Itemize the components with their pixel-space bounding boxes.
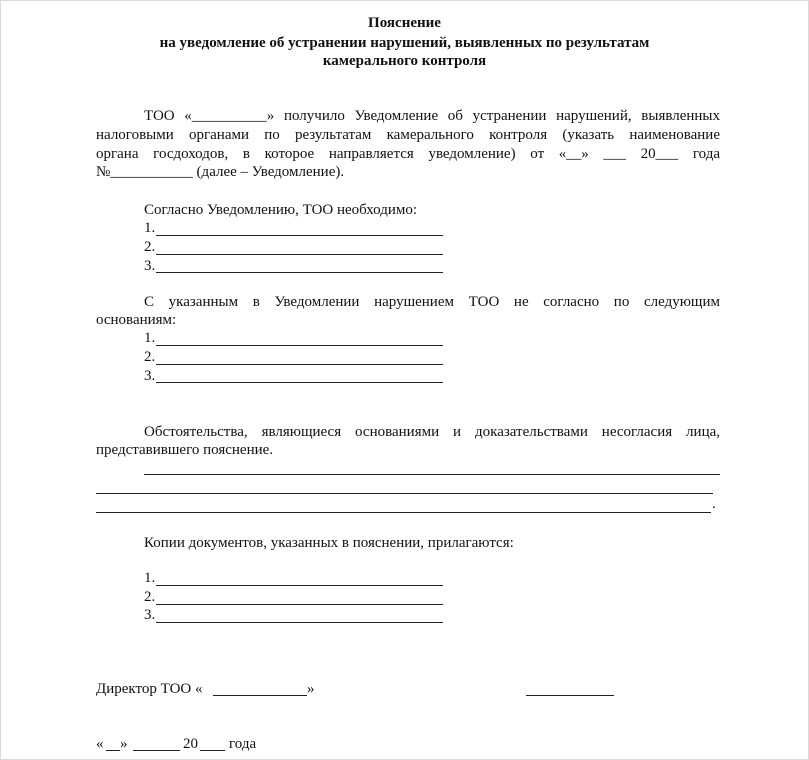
section4-heading: Копии документов, указанных в пояснении, прилагаются: [144,535,514,551]
section3-blank-2 [96,493,713,494]
doc-title-line3: камерального контроля [322,53,487,69]
director-label: Директор ТОО « [96,681,203,697]
section2-item-2: 2. [144,349,156,365]
section4-item-3-blank [156,622,443,623]
section2-item-1-blank [156,345,443,346]
date-year-prefix: 20 [183,736,198,752]
section3-end-mark: . [712,496,716,512]
director-label-close: » [307,681,315,697]
para1-line4: №___________ (далее – Уведомление). [96,164,345,180]
section2-item-3-blank [156,382,443,383]
section2-item-1: 1. [144,330,156,346]
date-close-quote: » [120,736,128,752]
date-year-suffix: года [229,736,257,752]
section4-item-3: 3. [144,607,156,623]
para1-line3: органа госдоходов, в которое направляется уведомление) от «__» ___ 20___ года [96,146,720,162]
section1-item-3-blank [156,272,443,273]
section2-line1: С указанным в Уведомлении нарушением ТОО не согласно по следующим [144,294,720,310]
section4-item-2-blank [156,604,443,605]
section1-item-1-blank [156,235,443,236]
section3-line2: представившего пояснение. [96,442,274,458]
section2-item-2-blank [156,364,443,365]
section2-item-3: 3. [144,368,156,384]
signature-blank [526,695,614,696]
section1-item-2-blank [156,254,443,255]
section3-blank-3 [96,512,711,513]
section2-line2: основаниям: [96,312,177,328]
date-day-blank [106,750,120,751]
section1-item-2: 2. [144,239,156,255]
doc-title: Пояснение [368,15,441,31]
section4-item-2: 2. [144,589,156,605]
section1-heading: Согласно Уведомлению, ТОО необходимо: [144,202,418,218]
section4-item-1: 1. [144,570,156,586]
doc-title-line2: на уведомление об устранении нарушений, выявленных по результатам [159,35,650,51]
section3-blank-1 [144,474,720,475]
date-year-blank [200,750,225,751]
date-open-quote: « [96,736,104,752]
date-month-blank [133,750,180,751]
section1-item-1: 1. [144,220,156,236]
director-company-blank [213,695,307,696]
section1-item-3: 3. [144,258,156,274]
section3-line1: Обстоятельства, являющиеся основаниями и доказательствами несогласия лица, [144,424,720,440]
para1-line2: налоговыми органами по результатам камерального контроля (указать наименование [96,127,720,143]
para1-line1: ТОО «__________» получило Уведомление об устранении нарушений, выявленных [144,108,720,124]
section4-item-1-blank [156,585,443,586]
